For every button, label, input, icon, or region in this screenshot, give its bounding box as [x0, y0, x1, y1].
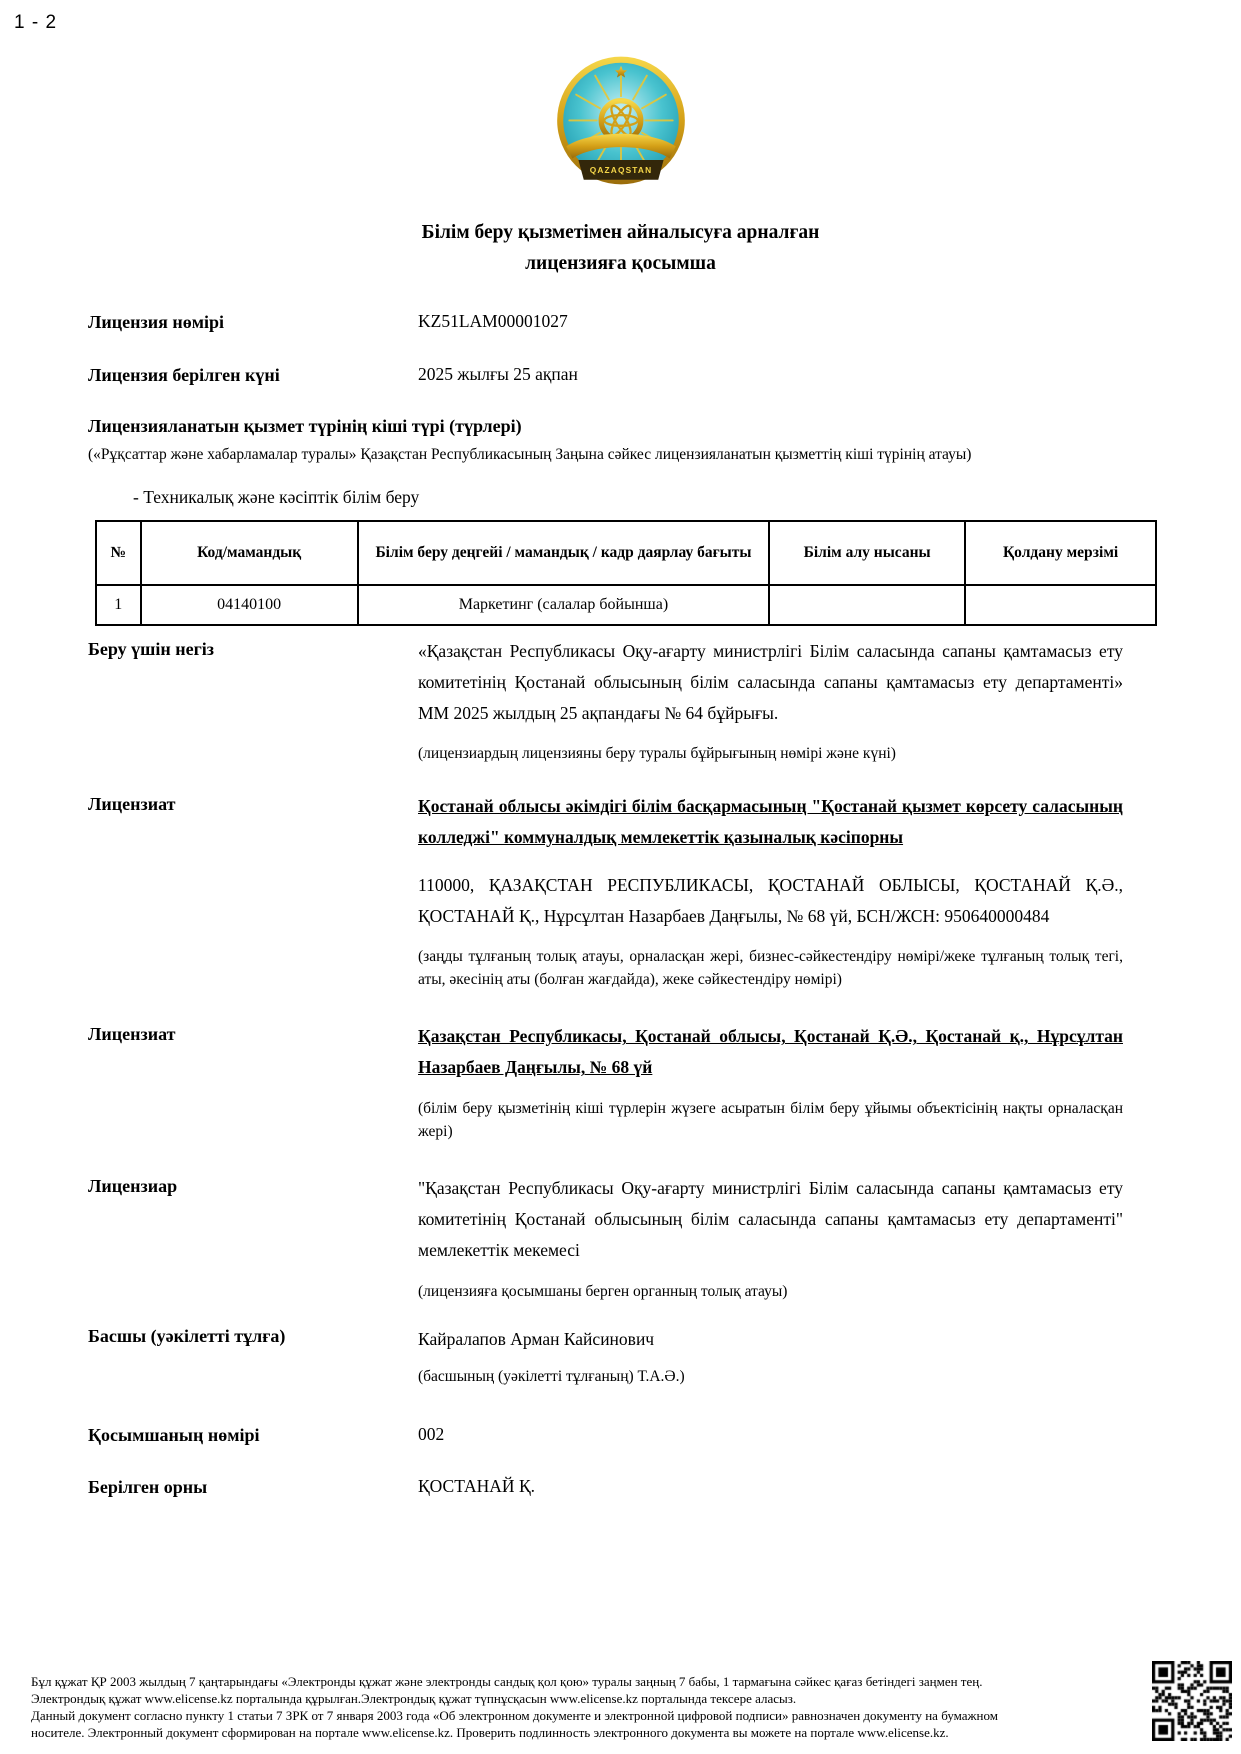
table-row — [96, 585, 1156, 625]
section-basis — [88, 636, 1123, 766]
basis-text: «Қазақстан Республикасы Оқу-ағарту министрлігі Білім саласында сапаны қамтамасыз ету комитетінің Қостанай облысының білім саласында сапаны қамтамасыз ету департаменті» ММ 2025 жылдың 25 ақпандағы № 64 бұйрығы. — [418, 640, 1123, 723]
licensor-label: Лицензиар — [88, 1176, 178, 1197]
license-date-label: Лицензия берілген күні — [88, 365, 280, 386]
subtype-item: - Техникалық және кәсіптік білім беру — [133, 486, 420, 507]
head-name: Кайралапов Арман Кайсинович — [418, 1328, 655, 1349]
licensor-note: (лицензияға қосымшаны берген органның толық атауы) — [418, 1282, 788, 1300]
issue-place-label: Берілген орны — [88, 1477, 208, 1498]
legal-footer — [31, 1674, 1136, 1742]
table-header-row — [96, 521, 1156, 585]
footer-line-1: Бұл құжат ҚР 2003 жылдың 7 қаңтарындағы «Электронды құжат және электронды сандық қол қою» туралы заңның 7 бабы, 1 тармағына сәйкес қағаз бетіндегі заңмен тең. — [31, 1674, 983, 1690]
appendix-number-value: 002 — [418, 1424, 445, 1445]
section-licensee-2 — [88, 1021, 1123, 1143]
kazakhstan-emblem-icon — [545, 46, 697, 198]
license-number-label: Лицензия нөмірі — [88, 312, 225, 333]
field-issue-place — [88, 1474, 1123, 1500]
qr-code — [1152, 1661, 1232, 1741]
licensee1-label: Лицензиат — [88, 794, 176, 815]
licensor-text: "Қазақстан Республикасы Оқу-ағарту министрлігі Білім саласында сапаны қамтамасыз ету комитетінің Қостанай облысының білім саласында сапаны қамтамасыз ету департаменті" мемлекеттік мекемесі — [418, 1178, 1123, 1261]
head-label: Басшы (уәкілетті тұлға) — [88, 1325, 286, 1346]
specialties-table — [95, 520, 1157, 626]
appendix-number-label: Қосымшаның нөмірі — [88, 1425, 260, 1446]
col-header-term: Қолдану мерзімі — [965, 521, 1156, 585]
emblem-container — [0, 0, 1241, 203]
licensee2-name: Қазақстан Республикасы, Қостанай облысы, Қостанай Қ.Ә., Қостанай қ., Нұрсұлтан Назарбаев Даңғылы, № 68 үй — [418, 1026, 1123, 1078]
col-header-form: Білім алу нысаны — [769, 521, 965, 585]
subtype-note: («Рұқсаттар және хабарламалар туралы» Қазақстан Республикасының Заңына сәйкес лицензияланатын қызметтің кіші түрінің атауы) — [88, 445, 972, 463]
field-license-number — [88, 309, 1123, 335]
section-licensee-1 — [88, 791, 1123, 991]
field-appendix-number — [88, 1422, 1123, 1448]
page-number: 1 - 2 — [14, 12, 58, 33]
col-header-level: Білім беру деңгейі / мамандық / кадр даярлау бағыты — [358, 521, 769, 585]
license-date-value: 2025 жылғы 25 ақпан — [418, 364, 578, 385]
basis-label: Беру үшін негіз — [88, 638, 214, 659]
col-header-code: Код/мамандық — [141, 521, 358, 585]
subtype-heading: Лицензияланатын қызмет түрінің кіші түрі (түрлері) — [88, 415, 522, 436]
basis-note: (лицензиардың лицензияны беру туралы бұйрығының нөмірі және күні) — [418, 745, 896, 762]
licensee1-note: (заңды тұлғаның толық атауы, орналасқан жері, бизнес-сәйкестендіру нөмірі/жеке тұлғаның толық тегі, аты, әкесінің аты (болған жағдайда), жеке сәйкестендіру нөмірі) — [418, 947, 1123, 989]
footer-line-2: Электрондық құжат www.elicense.kz порталында құрылған.Электрондық құжат түпнұсқасын www.elicense.kz порталында тексере аласыз. — [31, 1691, 797, 1707]
field-license-date — [88, 362, 1123, 388]
licensee2-label: Лицензиат — [88, 1024, 176, 1045]
licensee2-note: (білім беру қызметінің кіші түрлерін жүзеге асыратын білім беру ұйымы объектісінің нақты орналасқан жері) — [418, 1099, 1123, 1140]
document-title-line1: Білім беру қызметімен айналысуға арналған — [421, 222, 820, 243]
footer-line-3: Данный документ согласно пункту 1 статьи 7 ЗРК от 7 января 2003 года «Об электронном документе и электронной цифровой подписи» равнозначен документу на бумажном — [31, 1708, 998, 1724]
document-body — [88, 309, 1123, 1500]
col-header-number: № — [96, 521, 141, 585]
cell-number: 1 — [96, 585, 141, 625]
document-title — [0, 217, 1241, 279]
footer-line-4: носителе. Электронный документ сформирован на портале www.elicense.kz. Проверить подлинность электронного документа вы можете на портале www.elicense.kz. — [31, 1725, 949, 1741]
emblem-banner-text: QAZAQSTAN — [589, 164, 652, 175]
section-licensor — [88, 1173, 1123, 1303]
license-number-value: KZ51LAM00001027 — [418, 311, 568, 332]
document-title-line2: лицензияға қосымша — [525, 253, 716, 275]
licensee1-name: Қостанай облысы әкімдігі білім басқармасының "Қостанай қызмет көрсету саласының колледжі" коммуналдық мемлекеттік қазыналық кәсіпорны — [418, 796, 1123, 848]
cell-level: Маркетинг (салалар бойынша) — [358, 585, 769, 625]
head-note: (басшының (уәкілетті тұлғаның) Т.А.Ә.) — [418, 1368, 685, 1386]
cell-code: 04140100 — [141, 585, 358, 625]
issue-place-value: ҚОСТАНАЙ Қ. — [418, 1476, 535, 1497]
section-head — [88, 1323, 1123, 1389]
cell-form — [769, 585, 965, 625]
cell-term — [965, 585, 1156, 625]
licensee1-address: 110000, ҚАЗАҚСТАН РЕСПУБЛИКАСЫ, ҚОСТАНАЙ ОБЛЫСЫ, ҚОСТАНАЙ Қ.Ә., ҚОСТАНАЙ Қ., Нұрсұлтан Назарбаев Даңғылы, № 68 үй, БСН/ЖСН: 950640000484 — [418, 874, 1123, 926]
